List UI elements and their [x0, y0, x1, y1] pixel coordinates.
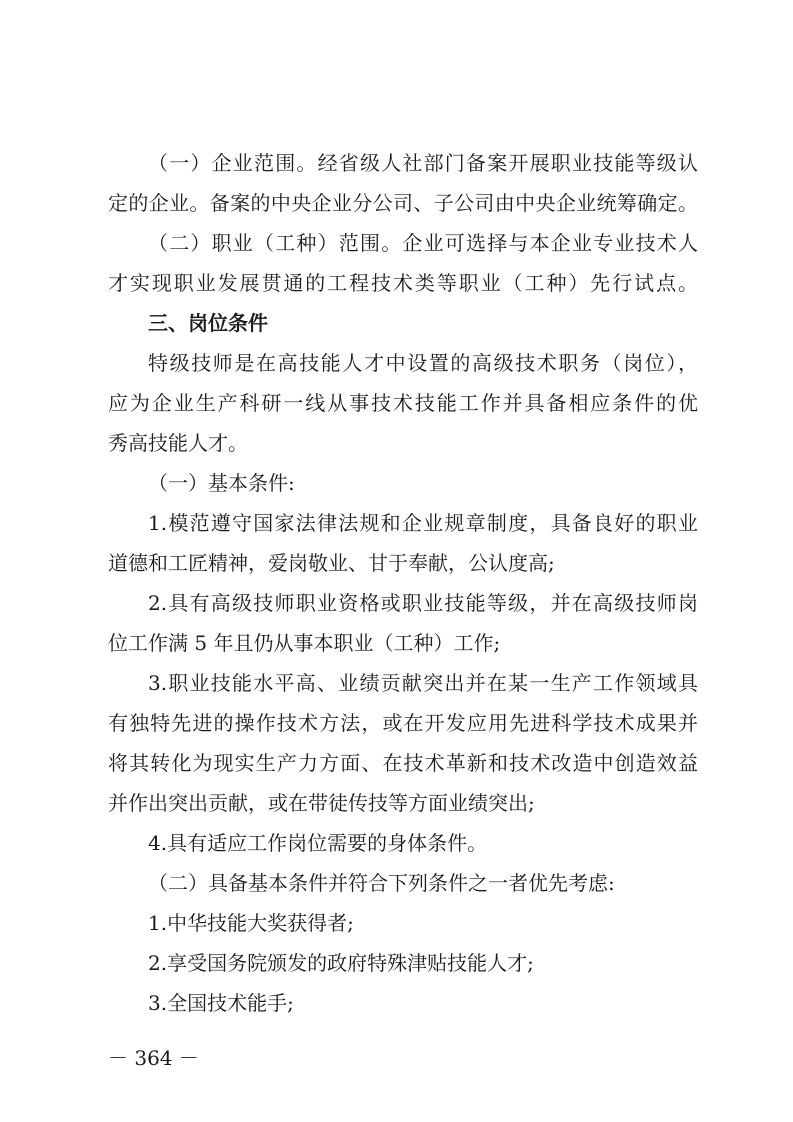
paragraph-definition-line-2: 应为企业生产科研一线从事技术技能工作并具备相应条件的优: [108, 391, 698, 415]
section-heading-position-conditions: 三、岗位条件: [148, 311, 268, 335]
paragraph-enterprise-scope-line-2: 定的企业。备案的中央企业分公司、子公司由中央企业统筹确定。: [108, 191, 698, 215]
condition-3-line-2: 有独特先进的操作技术方法，或在开发应用先进科学技术成果并: [108, 711, 698, 735]
subheading-basic-conditions: （一）基本条件:: [148, 471, 295, 495]
page-number: － 364 －: [108, 1046, 199, 1070]
priority-item-3: 3.全国技术能手;: [148, 991, 294, 1015]
paragraph-definition-line-1: 特级技师是在高技能人才中设置的高级技术职务（岗位），: [148, 351, 698, 375]
condition-3-line-3: 将其转化为现实生产力方面、在技术革新和技术改造中创造效益: [108, 751, 698, 775]
subheading-priority-conditions: （二）具备基本条件并符合下列条件之一者优先考虑:: [148, 871, 615, 895]
paragraph-occupation-scope-line-2: 才实现职业发展贯通的工程技术类等职业（工种）先行试点。: [108, 271, 698, 295]
condition-1-line-2: 道德和工匠精神，爱岗敬业、甘于奉献，公认度高;: [108, 551, 555, 575]
condition-3-line-1: 3.职业技能水平高、业绩贡献突出并在某一生产工作领域具: [148, 671, 698, 695]
paragraph-occupation-scope-line-1: （二）职业（工种）范围。企业可选择与本企业专业技术人: [148, 231, 698, 255]
priority-item-2: 2.享受国务院颁发的政府特殊津贴技能人才;: [148, 951, 534, 975]
condition-3-line-4: 并作出突出贡献，或在带徒传技等方面业绩突出;: [108, 791, 535, 815]
paragraph-enterprise-scope-line-1: （一）企业范围。经省级人社部门备案开展职业技能等级认: [148, 151, 698, 175]
condition-4-line-1: 4.具有适应工作岗位需要的身体条件。: [148, 831, 488, 855]
condition-1-line-1: 1.模范遵守国家法律法规和企业规章制度，具备良好的职业: [148, 511, 698, 535]
condition-2-line-1: 2.具有高级技师职业资格或职业技能等级，并在高级技师岗: [148, 591, 698, 615]
paragraph-definition-line-3: 秀高技能人才。: [108, 431, 248, 455]
condition-2-line-2: 位工作满 5 年且仍从事本职业（工种）工作;: [108, 631, 501, 655]
priority-item-1: 1.中华技能大奖获得者;: [148, 911, 354, 935]
